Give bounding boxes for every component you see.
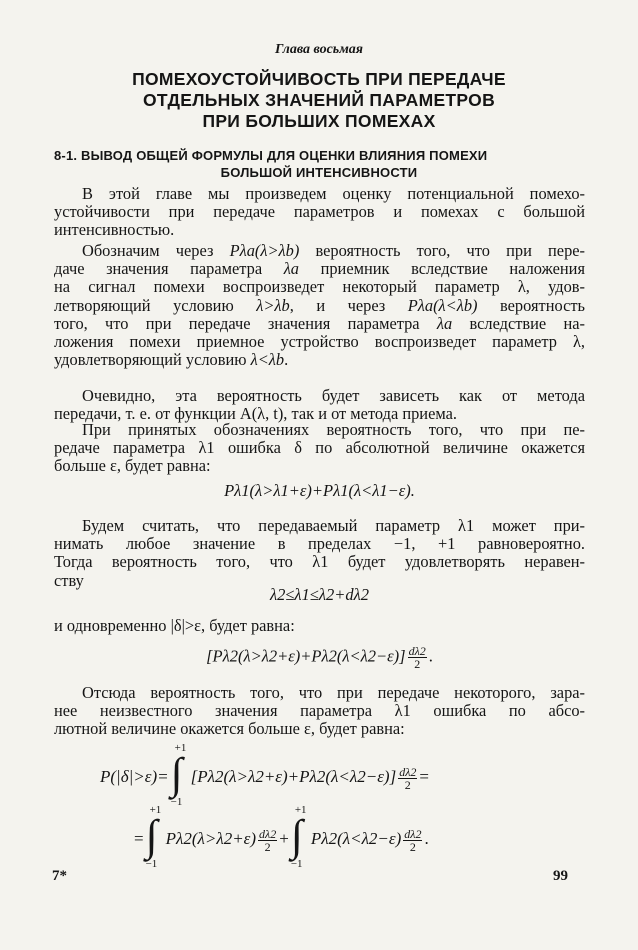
paragraph-5 xyxy=(54,517,585,590)
p5-line-4: ству xyxy=(54,570,84,590)
p6-line-1: и одновременно |δ|>ε, будет равна: xyxy=(54,616,295,635)
p2-line-3: на сигнал помехи воспроизведет некоторый параметр λ, удов- xyxy=(54,277,585,297)
p7-line-1: Отсюда вероятность того, что при передаче некоторого, зара- xyxy=(82,683,585,702)
chapter-label: Глава восьмая xyxy=(274,42,364,57)
p2-line-1: Обозначим через Pλa(λ>λb) вероятность того, что при пере- xyxy=(82,241,585,260)
printer-signature: 7* xyxy=(52,868,67,884)
p5-line-2: нимать любое значение в пределах −1, +1 равновероятно. xyxy=(54,534,585,554)
p2-line-2: даче значения параметра λa приемник вследствие наложения xyxy=(54,259,585,279)
integral-sign: +1 ∫ −1 xyxy=(170,742,187,808)
equation-3: [Pλ2(λ>λ2+ε)+Pλ2(λ<λ2−ε)] $\frac{d\lambda 2}{2}$ . xyxy=(206,644,433,671)
p2-line-4: летворяющий условию λ>λb, и через Pλa(λ<λb) вероятность xyxy=(54,295,585,315)
p7-line-2: нее неизвестного значения параметра λ1 ошибка по абсо- xyxy=(54,701,585,721)
paragraph-1 xyxy=(54,185,585,240)
page-number: 99 xyxy=(553,868,568,884)
paragraph-7 xyxy=(54,684,585,739)
p2-line-7: удовлетворяющий условию λ<λb. xyxy=(54,350,289,370)
title-line-2: ОТДЕЛЬНЫХ ЗНАЧЕНИЙ ПАРАМЕТРОВ xyxy=(142,90,496,110)
p1-line-2: устойчивости при передаче параметров и помехах с большой xyxy=(54,202,585,222)
p4-line-3: больше ε, будет равна: xyxy=(54,456,211,476)
p2-line-6: ложения помехи приемное устройство воспроизведет параметр λ, xyxy=(54,332,585,352)
p1-line-1: В этой главе мы произведем оценку потенциальной помехо- xyxy=(82,184,585,203)
paragraph-2 xyxy=(54,242,585,369)
paragraph-4 xyxy=(54,421,585,476)
integral-sign: +1 ∫ −1 xyxy=(145,804,162,870)
p2-line-5: того, что при передаче значения параметра λa вследствие на- xyxy=(54,313,586,333)
section-heading xyxy=(54,147,584,181)
p5-line-3: Тогда вероятность того, что λ1 будет удовлетворять неравен- xyxy=(54,552,585,572)
p7-line-3: лютной величине окажется больше ε, будет равна: xyxy=(54,719,405,739)
title-line-1: ПОМЕХОУСТОЙЧИВОСТЬ ПРИ ПЕРЕДАЧЕ xyxy=(132,69,506,89)
chapter-title xyxy=(60,69,578,132)
equation-2: λ2≤λ1≤λ2+dλ2 xyxy=(269,585,370,604)
paragraph-3 xyxy=(54,387,585,423)
equation-4-line-2: = +1 ∫ −1 Pλ2(λ>λ2+ε) $\frac{d\lambda 2}{2}$ + +1 ∫ −1 Pλ2(λ<λ2−ε) $\frac{d\lambda 2}{2}$ . xyxy=(134,804,429,870)
p4-line-1: При принятых обозначениях вероятность того, что при пе- xyxy=(82,420,585,439)
p4-line-2: редаче параметра λ1 ошибка δ по абсолютной величине окажется xyxy=(54,438,585,458)
equation-4-line-1: P(|δ|>ε)= +1 ∫ −1 [Pλ2(λ>λ2+ε)+Pλ2(λ<λ2−ε)] $\frac{d\lambda 2}{2}$ = xyxy=(100,742,429,808)
section-heading-line-2: БОЛЬШОЙ ИНТЕНСИВНОСТИ xyxy=(220,165,418,180)
paragraph-6 xyxy=(54,617,585,635)
p3-line-1: Очевидно, эта вероятность будет зависеть как от метода xyxy=(82,386,585,405)
integral-sign: +1 ∫ −1 xyxy=(290,804,307,870)
equation-1: Pλ1(λ>λ1+ε)+Pλ1(λ<λ1−ε). xyxy=(224,481,415,500)
title-line-3: ПРИ БОЛЬШИХ ПОМЕХАХ xyxy=(202,111,436,131)
section-heading-line-1: 8-1. ВЫВОД ОБЩЕЙ ФОРМУЛЫ ДЛЯ ОЦЕНКИ ВЛИЯНИЯ ПОМЕХИ xyxy=(54,148,488,163)
p1-line-3: интенсивностью. xyxy=(54,220,175,240)
p5-line-1: Будем считать, что передаваемый параметр λ1 может при- xyxy=(82,516,585,535)
p3-line-2: передачи, т. е. от функции A(λ, t), так и от метода приема. xyxy=(54,404,457,424)
